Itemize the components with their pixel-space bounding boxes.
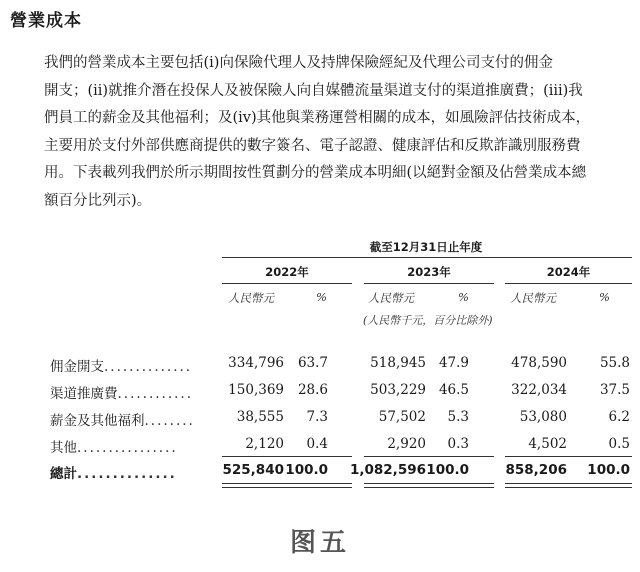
table-cell: 63.7 bbox=[297, 355, 328, 371]
table-cell: 46.5 bbox=[438, 382, 469, 398]
table-cell: 28.6 bbox=[297, 382, 328, 398]
table-cell: 478,590 bbox=[511, 355, 567, 371]
table-cell: 47.9 bbox=[438, 355, 469, 371]
section-heading: 營業成本 bbox=[10, 11, 82, 31]
table-cell: 7.3 bbox=[306, 409, 328, 425]
subtotal-rule bbox=[222, 456, 352, 457]
table-cell: 38,555 bbox=[236, 409, 284, 425]
row-label: 薪金及其他福利........ bbox=[50, 413, 195, 429]
total-cell: 1,082,596 bbox=[349, 462, 426, 478]
table-cell: 53,080 bbox=[519, 409, 567, 425]
period-header: 截至12月31日止年度 bbox=[369, 240, 483, 254]
unit-amount: 人民幣元 bbox=[510, 291, 556, 305]
paragraph-line: 們員工的薪金及其他福利；及(iv)其他與業務運營相關的成本，如風險評估技術成本， bbox=[44, 110, 591, 126]
table-cell: 37.5 bbox=[599, 382, 630, 398]
unit-percent: % bbox=[599, 290, 610, 304]
table-cell: 334,796 bbox=[228, 355, 284, 371]
year-header: 2023年 bbox=[407, 265, 451, 279]
unit-amount: 人民幣元 bbox=[228, 291, 274, 305]
table-cell: 150,369 bbox=[228, 382, 284, 398]
table-cell: 0.4 bbox=[306, 436, 328, 452]
total-cell: 100.0 bbox=[285, 462, 328, 478]
subtotal-rule bbox=[364, 456, 494, 457]
subtotal-rule bbox=[505, 456, 632, 457]
table-cell: 2,120 bbox=[245, 436, 284, 452]
row-label: 渠道推廣費............ bbox=[50, 386, 193, 402]
table-cell: 55.8 bbox=[599, 355, 630, 371]
total-double-rule bbox=[505, 483, 632, 488]
total-cell: 525,840 bbox=[222, 462, 284, 478]
table-cell: 322,034 bbox=[511, 382, 567, 398]
paragraph-line: 用。下表載列我們於所示期間按性質劃分的營業成本明細(以絕對金額及佔營業成本總 bbox=[44, 165, 587, 181]
table-cell: 6.2 bbox=[608, 409, 630, 425]
total-label: 總計.............. bbox=[50, 466, 177, 482]
table-cell: 5.3 bbox=[447, 409, 469, 425]
paragraph-line: 主要用於支付外部供應商提供的數字簽名、電子認證、健康評估和反欺詐識別服務費 bbox=[44, 137, 581, 154]
total-cell: 858,206 bbox=[505, 462, 567, 478]
total-double-rule bbox=[364, 483, 494, 488]
total-double-rule bbox=[222, 483, 352, 488]
unit-amount: 人民幣元 bbox=[368, 291, 414, 305]
row-label: 佣金開支.............. bbox=[50, 359, 193, 375]
unit-note: (人民幣千元，百分比除外) bbox=[363, 314, 493, 327]
year-rule bbox=[364, 283, 494, 284]
period-rule bbox=[222, 257, 632, 258]
table-cell: 57,502 bbox=[378, 409, 426, 425]
table-cell: 2,920 bbox=[387, 436, 426, 452]
total-cell: 100.0 bbox=[587, 462, 630, 478]
table-cell: 518,945 bbox=[370, 355, 426, 371]
paragraph-line: 開支；(ii)就推介潛在投保人及被保險人向自媒體流量渠道支付的渠道推廣費；(iii)我 bbox=[44, 82, 583, 99]
table-cell: 0.3 bbox=[447, 436, 469, 452]
unit-percent: % bbox=[316, 290, 327, 304]
row-label: 其他................ bbox=[50, 440, 178, 456]
unit-percent: % bbox=[458, 290, 469, 304]
description-paragraph bbox=[44, 50, 632, 215]
figure-caption: 图五 bbox=[289, 528, 350, 558]
paragraph-line: 我們的營業成本主要包括(i)向保險代理人及持牌保險經紀及代理公司支付的佣金 bbox=[44, 55, 553, 71]
year-header: 2022年 bbox=[265, 265, 309, 279]
year-rule bbox=[222, 283, 352, 284]
year-rule bbox=[505, 283, 632, 284]
total-cell: 100.0 bbox=[426, 462, 469, 478]
table-cell: 4,502 bbox=[528, 436, 567, 452]
paragraph-line: 額百分比列示)。 bbox=[44, 192, 152, 209]
table-cell: 503,229 bbox=[370, 382, 426, 398]
table-cell: 0.5 bbox=[608, 436, 630, 452]
year-header: 2024年 bbox=[546, 265, 591, 279]
